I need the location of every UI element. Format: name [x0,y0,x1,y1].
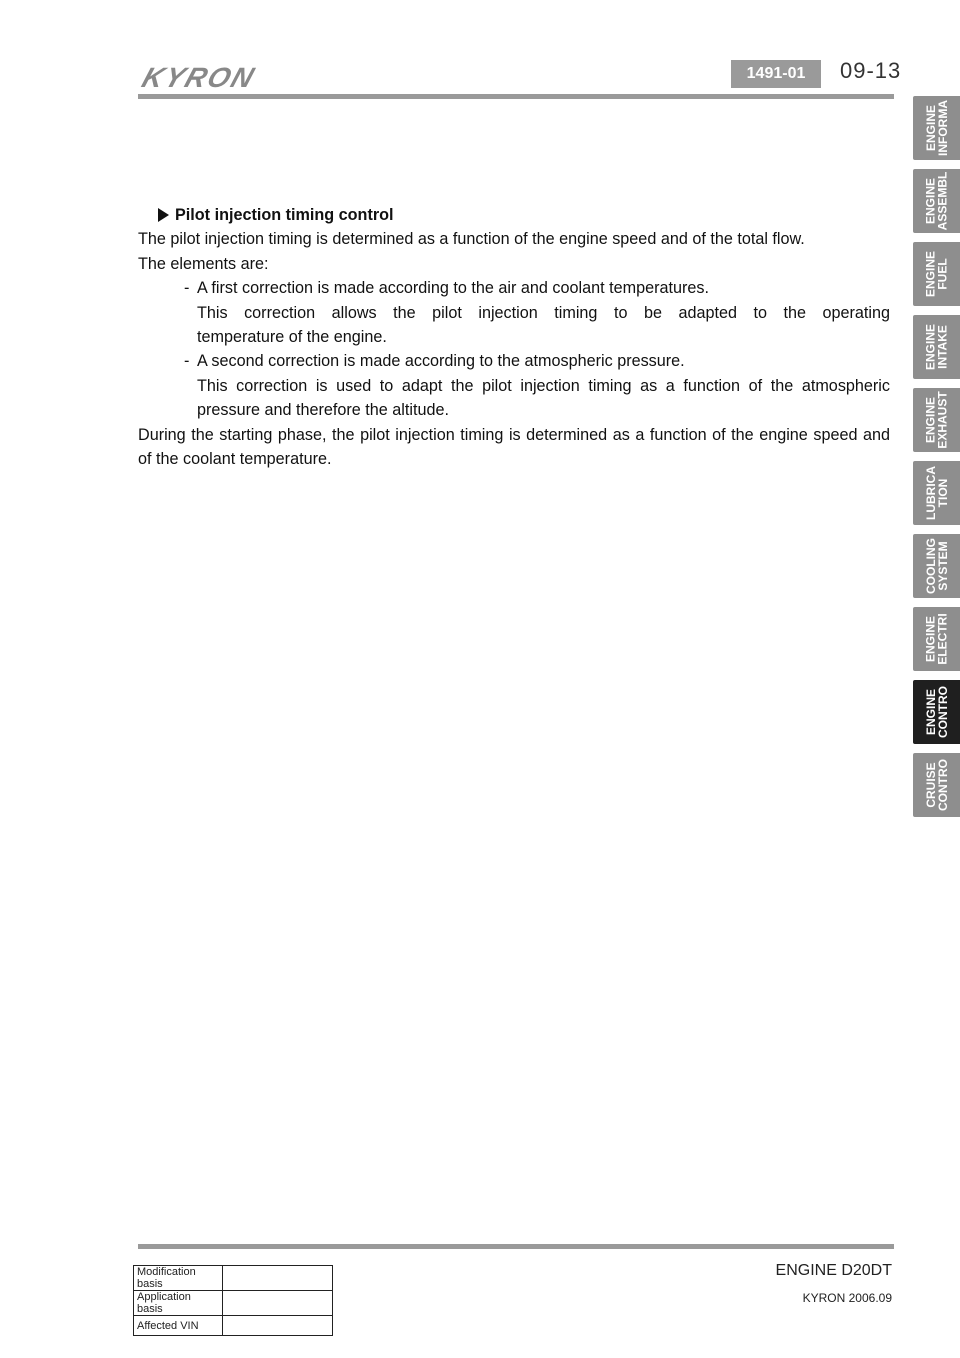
tab-engine-exhaust[interactable] [913,388,960,452]
bullet-continuation: This correction allows the pilot injection timing to be adapted to the operating [197,303,890,322]
tab-label: ENGINE ELECTRI [923,613,950,665]
tab-engine-fuel[interactable] [913,242,960,306]
tab-label: LUBRICA TION [923,466,950,520]
tab-engine-information[interactable] [913,96,960,160]
footer-divider [138,1244,894,1249]
table-label: Application basis [134,1291,223,1316]
main-content [138,203,890,471]
tab-engine-intake[interactable] [913,315,960,379]
bullet-item [184,276,890,300]
revision-table [133,1265,333,1336]
bullet-text: A second correction is made according to the atmospheric pressure. [197,352,685,371]
tab-label: CRUISE CONTRO [923,759,950,811]
brand-logo: KYRON [138,62,260,93]
heading-text: Pilot injection timing control [175,206,394,224]
tab-label: ENGINE INFORMA [923,100,950,156]
triangle-bullet-icon [158,208,169,222]
tab-engine-assembly[interactable] [913,169,960,233]
table-row [134,1291,333,1316]
tab-label: ENGINE EXHAUST [923,391,950,449]
tab-cruise-control[interactable] [913,753,960,817]
section-heading [158,203,890,227]
table-row [134,1266,333,1291]
tab-label: ENGINE CONTRO [923,686,950,738]
table-label: Modification basis [134,1266,223,1291]
bullet-continuation: pressure and therefore the altitude. [197,401,449,420]
table-value [223,1316,333,1336]
bullet-item [184,349,890,373]
closing-paragraph: During the starting phase, the pilot injection timing is determined as a function of the engine speed and of the coolant temperature. [138,425,890,469]
tab-label: COOLING SYSTEM [923,538,950,594]
dash-marker: - [184,352,190,371]
table-value [223,1266,333,1291]
tab-engine-control[interactable] [913,680,960,744]
table-label: Affected VIN [134,1316,223,1336]
bullet-text: A first correction is made according to the air and coolant temperatures. [197,279,709,298]
tab-lubrication[interactable] [913,461,960,525]
header-divider [138,94,894,99]
footer-title: ENGINE D20DT [775,1262,892,1279]
bullet-continuation: This correction is used to adapt the pilot injection timing as a function of the atmospheric [197,376,890,395]
elements-label: The elements are: [138,254,269,273]
tab-label: ENGINE ASSEMBL [923,171,950,231]
tab-engine-electrical[interactable] [913,607,960,671]
bullet-continuation: temperature of the engine. [197,328,387,347]
dash-marker: - [184,279,190,298]
intro-paragraph: The pilot injection timing is determined as a function of the engine speed and of the total flow. [138,230,805,249]
table-value [223,1291,333,1316]
section-code-badge: 1491-01 [731,60,821,88]
tab-label: ENGINE FUEL [923,251,950,298]
footer-subtitle: KYRON 2006.09 [802,1291,892,1305]
tab-label: ENGINE INTAKE [923,324,950,371]
page-number: 09-13 [840,58,902,83]
table-row [134,1316,333,1336]
tab-cooling-system[interactable] [913,534,960,598]
